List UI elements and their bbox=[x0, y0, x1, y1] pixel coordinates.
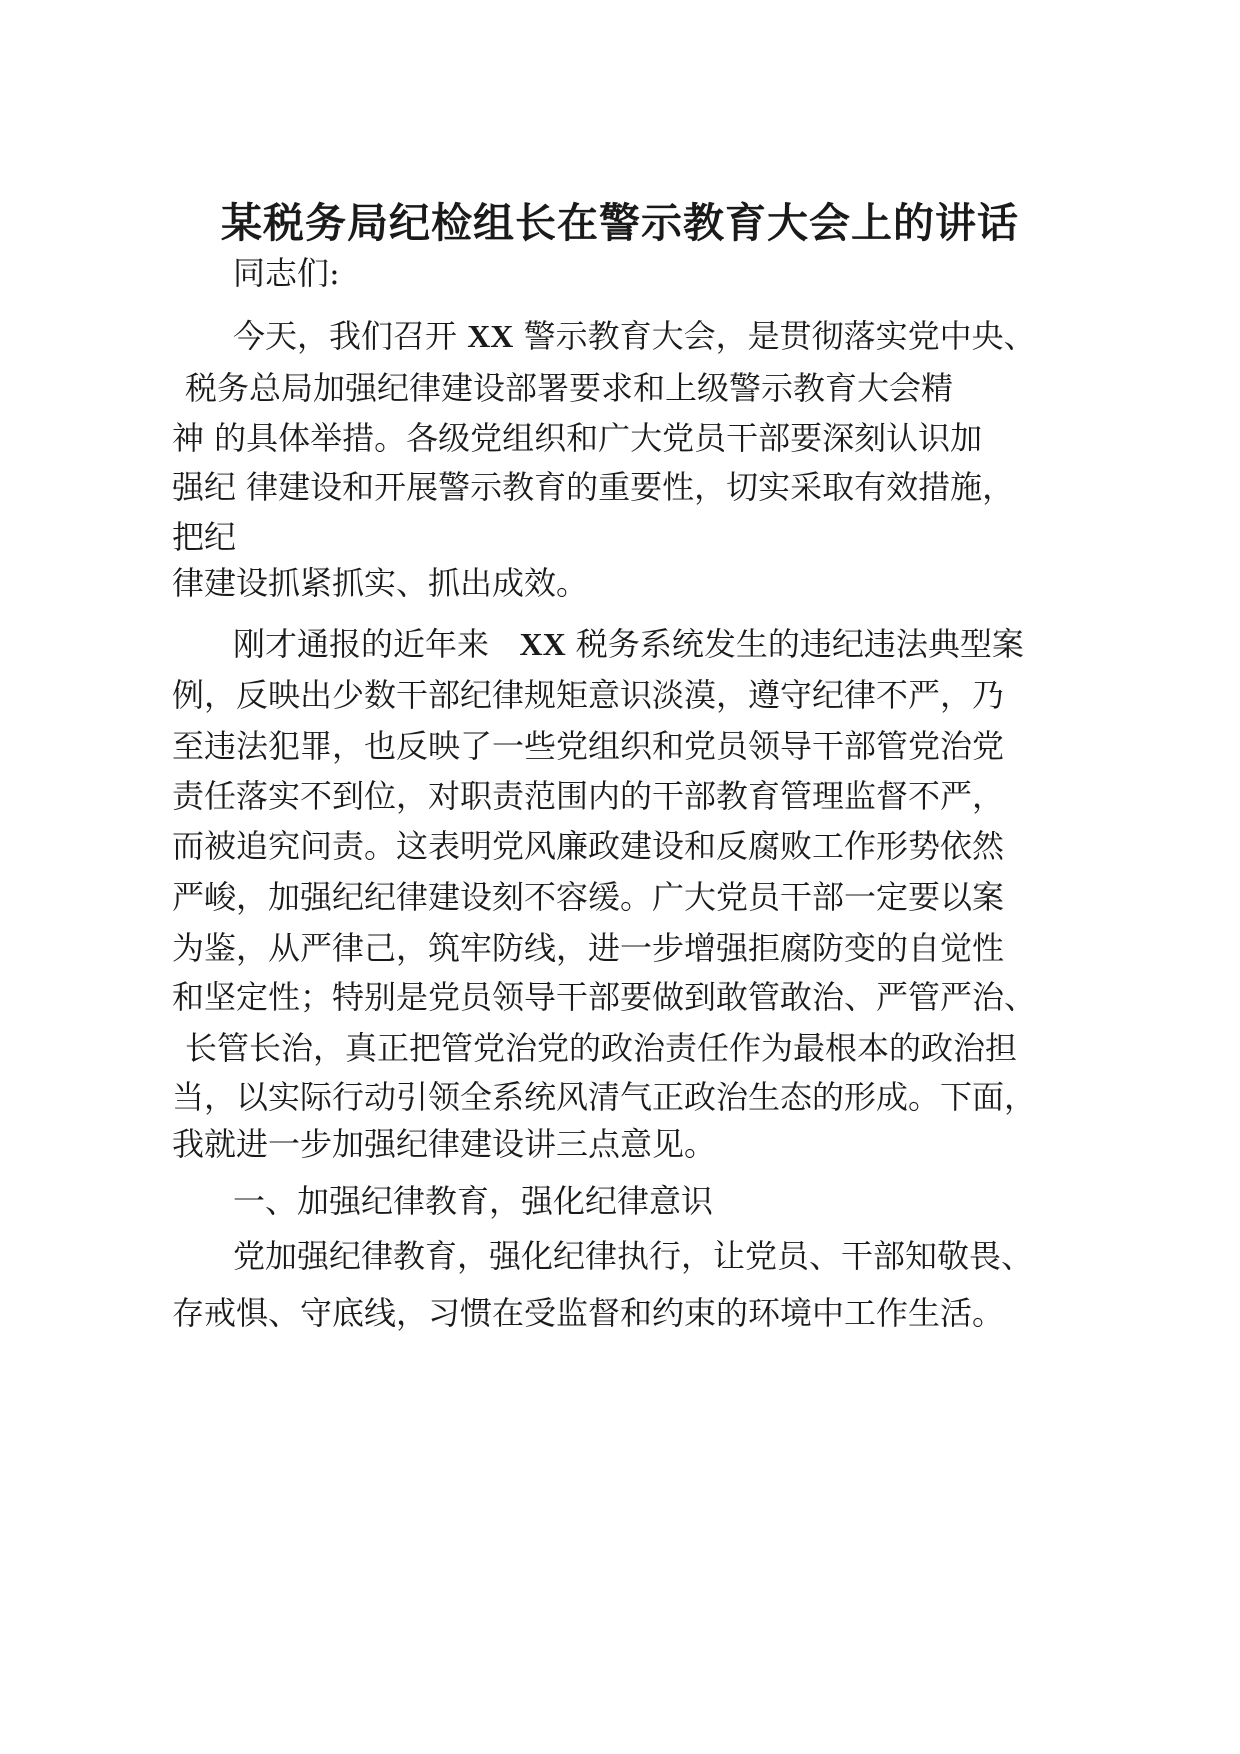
text-run: 税务系统发生的违纪违法典型案 bbox=[575, 625, 1024, 663]
paragraph-line: 神 的具体举措。各级党组织和广大党员干部要深刻认识加 bbox=[172, 419, 983, 457]
section-heading: 一、加强纪律教育，强化纪律意识 bbox=[233, 1182, 714, 1220]
paragraph-line bbox=[233, 625, 1024, 663]
paragraph-line bbox=[233, 317, 1036, 355]
paragraph-line: 而被追究问责。这表明党风廉政建设和反腐败工作形势依然 bbox=[172, 827, 1005, 865]
xx-placeholder: XX bbox=[467, 318, 514, 354]
text-run: 警示教育大会，是贯彻落实党中央、 bbox=[523, 317, 1036, 355]
paragraph-line: 责任落实不到位，对职责范围内的干部教育管理监督不严， bbox=[172, 777, 1005, 815]
paragraph-line: 例，反映出少数干部纪律规矩意识淡漠，遵守纪律不严，乃 bbox=[172, 676, 1005, 714]
paragraph-line: 存戒惧、守底线，习惯在受监督和约束的环境中工作生活。 bbox=[172, 1294, 1005, 1332]
salutation: 同志们: bbox=[233, 254, 340, 292]
paragraph-line: 严峻，加强纪纪律建设刻不容缓。广大党员干部一定要以案 bbox=[172, 878, 1005, 916]
paragraph-line: 和坚定性；特别是党员领导干部要做到敢管敢治、严管严治、 bbox=[172, 978, 1037, 1016]
paragraph-line: 强纪 律建设和开展警示教育的重要性，切实采取有效措施， bbox=[172, 468, 1015, 506]
paragraph-line: 当，以实际行动引领全系统风清气正政治生态的形成。下面， bbox=[172, 1078, 1037, 1116]
paragraph-line: 党加强纪律教育，强化纪律执行，让党员、干部知敬畏、 bbox=[233, 1237, 1034, 1275]
paragraph-line: 长管长治，真正把管党治党的政治责任作为最根本的政治担 bbox=[185, 1029, 1018, 1067]
paragraph-line: 律建设抓紧抓实、抓出成效。 bbox=[172, 564, 589, 602]
text-run: 刚才通报的近年来 bbox=[233, 625, 490, 663]
paragraph-line: 为鉴，从严律己，筑牢防线，进一步增强拒腐防变的自觉性 bbox=[172, 929, 1005, 967]
paragraph-line: 我就进一步加强纪律建设讲三点意见。 bbox=[172, 1125, 717, 1163]
text-run: 今天，我们召开 bbox=[233, 317, 458, 355]
document-title: 某税务局纪检组长在警示教育大会上的讲话 bbox=[221, 199, 1019, 247]
xx-placeholder: XX bbox=[519, 626, 566, 662]
paragraph-line: 税务总局加强纪律建设部署要求和上级警示教育大会精 bbox=[185, 369, 954, 407]
paragraph-line: 至违法犯罪，也反映了一些党组织和党员领导干部管党治党 bbox=[172, 727, 1005, 765]
paragraph-line: 把纪 bbox=[172, 518, 237, 556]
